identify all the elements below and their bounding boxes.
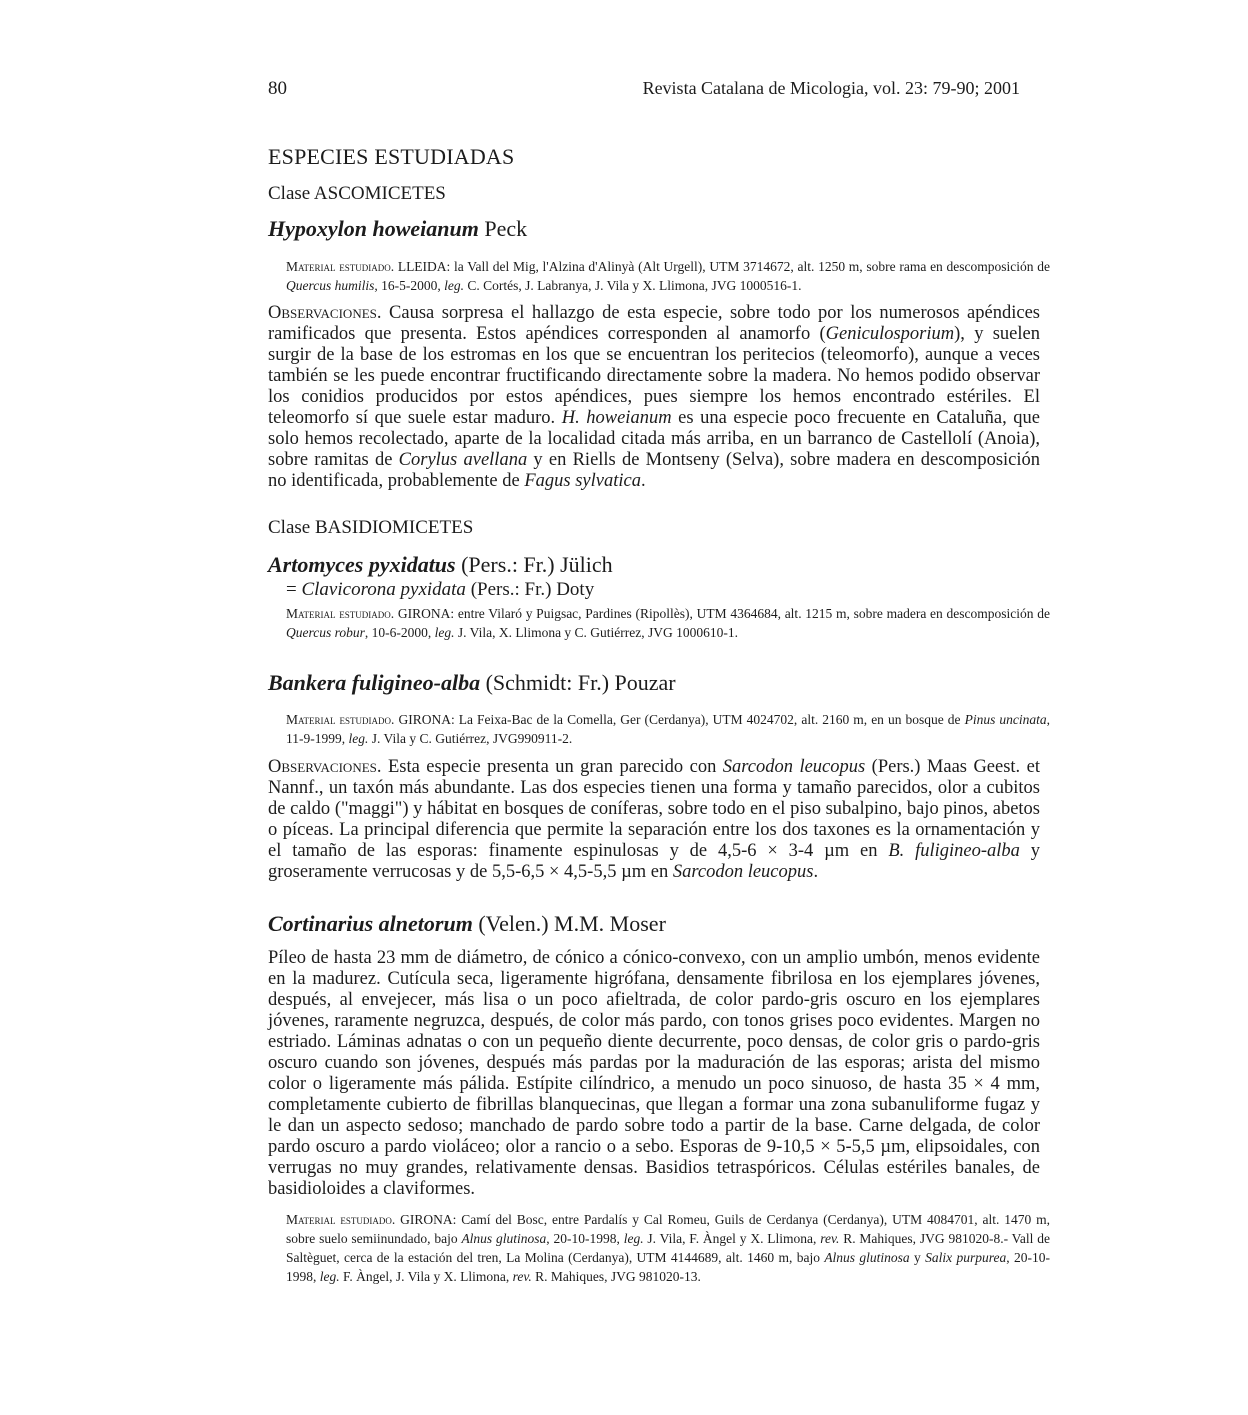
leg-abbrev: leg.: [623, 1231, 644, 1246]
material-text: y: [909, 1250, 926, 1265]
observations-text: .: [813, 862, 819, 882]
observations-hypoxylon: [268, 303, 1040, 492]
observations-bankera: [268, 757, 1040, 883]
observations-text: Esta especie presenta un gran parecido con: [381, 757, 723, 777]
synonym-prefix: =: [286, 579, 302, 600]
observations-text: es una especie poco frecuente en Cataluña, que solo hemos recolectado, aparte de la localidad citada más arriba, en un barranco de Castellolí (Anoia), sobre ramitas de: [268, 408, 1040, 470]
material-text: GIRONA: entre Vilaró y Puigsac, Pardines (Ripollès), UTM 4364684, alt. 1215 m, sobre madera en descomposición de: [394, 606, 1050, 621]
material-studied-bankera: [286, 710, 1050, 748]
material-text: GIRONA: Camí del Bosc, entre Pardalís y Cal Romeu, Guils de Cerdanya (Cerdanya), UTM 4084701, alt. 1470 m, sobre suelo semiinundado, bajo: [286, 1212, 1050, 1246]
observations-text: Causa sorpresa el hallazgo de esta especie, sobre todo por los numerosos apéndices ramificados que presenta. Estos apéndices corresponden al anamorfo (: [268, 303, 1040, 344]
host-name: Quercus robur: [286, 625, 365, 640]
material-text: , 10-6-2000,: [364, 625, 435, 640]
material-text: , 11-9-1999,: [286, 712, 1050, 746]
host-name: Alnus glutinosa: [461, 1231, 547, 1246]
material-studied-cortinarius: [286, 1210, 1050, 1286]
material-text: GIRONA: La Feixa-Bac de la Comella, Ger (Cerdanya), UTM 4024702, alt. 2160 m, en un bosque de: [394, 712, 965, 727]
taxon-name: Sarcodon leucopus: [722, 757, 866, 777]
taxon-name: Corylus avellana: [398, 450, 528, 470]
species-heading-artomyces: [268, 552, 613, 578]
observations-text: y en Riells de Montseny (Selva), sobre madera en descomposición no identificada, probablemente de: [268, 450, 1041, 491]
taxon-name: Geniculosporium: [825, 324, 955, 344]
synonym-name: Clavicorona pyxidata: [301, 579, 466, 600]
material-label: Material estudiado.: [286, 1212, 396, 1227]
material-text: F. Àngel, J. Vila y X. Llimona,: [339, 1269, 513, 1284]
material-text: J. Vila, F. Àngel y X. Llimona,: [643, 1231, 821, 1246]
class-heading-basidiomicetes: Clase BASIDIOMICETES: [268, 517, 474, 538]
species-name: Hypoxylon howeianum: [268, 216, 479, 241]
description-cortinarius: Píleo de hasta 23 mm de diámetro, de cónico a cónico-convexo, con un amplio umbón, menos evidente en la madurez. Cutícula seca, ligeramente higrófana, densamente fibrilosa en los ejemplares jóvenes, después, al envejecer, más lisa o un poco afieltrada, de color pardo-gris oscuro en los ejemplares jóvenes, raramente negruzca, después, de color más pardo, con tonos grises poco evidentes. Margen no estriado. Láminas adnatas o con un pequeño diente decurrente, poco densas, de color gris o pardo-gris oscuro cuando son jóvenes, después más pardas por la maduración de las esporas; arista del mismo color o ligeramente más pálida. Estípite cilíndrico, a menudo un poco sinuoso, de hasta 35 × 4 mm, completamente cubierto de fibrillas blanquecinas, que llegan a formar una zona subanuliforme fugaz y le dan un aspecto sedoso; manchado de pardo sobre todo a partir de la base. Carne delgada, de color pardo oscuro a pardo violáceo; olor a rancio o a sebo. Esporas de 9-10,5 × 5-5,5 µm, elipsoidales, con verrugas no muy grandes, relativamente densas. Basidios tetraspóricos. Células estériles banales, de basidioloides a claviformes.: [268, 948, 1040, 1199]
taxon-name: Sarcodon leucopus: [672, 862, 814, 882]
observations-label: Observaciones.: [268, 757, 382, 777]
material-label: Material estudiado.: [286, 259, 395, 274]
taxon-name: B. fuligineo-alba: [888, 841, 1020, 861]
species-name: Cortinarius alnetorum: [268, 911, 473, 936]
species-heading-bankera: [268, 670, 676, 696]
species-name: Bankera fuligineo-alba: [268, 670, 481, 695]
observations-label: Observaciones.: [268, 303, 382, 323]
species-author: Peck: [478, 216, 528, 241]
synonym-author: (Pers.: Fr.) Doty: [465, 579, 595, 600]
material-text: LLEIDA: la Vall del Mig, l'Alzina d'Alinyà (Alt Urgell), UTM 3714672, alt. 1250 m, sobre rama en descomposición de: [394, 259, 1050, 274]
leg-abbrev: leg.: [319, 1269, 340, 1284]
species-author: (Pers.: Fr.) Jülich: [455, 552, 613, 577]
observations-text: ), y suelen surgir de la base de los estromas en los que se encuentran los peritecios (teleomorfo), aunque a veces también se les puede encontrar fructificando directamente sobre la madera. No hemos podido observar los conidios producidos por estos apéndices, pues siempre los hemos encontrado estériles. El teleomorfo sí que suele estar maduro.: [268, 324, 1040, 428]
material-label: Material estudiado.: [286, 712, 395, 727]
material-studied-artomyces: [286, 604, 1050, 642]
class-heading-ascomicetes: Clase ASCOMICETES: [268, 183, 446, 204]
material-text: , 20-10-1998,: [546, 1231, 624, 1246]
leg-abbrev: leg.: [348, 731, 369, 746]
species-author: (Velen.) M.M. Moser: [472, 911, 666, 936]
taxon-name: Fagus sylvatica: [524, 471, 641, 491]
leg-abbrev: leg.: [434, 625, 455, 640]
observations-text: .: [640, 471, 646, 491]
material-studied-hypoxylon: [286, 257, 1050, 295]
host-name: Quercus humilis: [286, 278, 375, 293]
leg-abbrev: leg.: [444, 278, 464, 293]
rev-abbrev: rev.: [820, 1231, 840, 1246]
taxon-name: H. howeianum: [561, 408, 672, 428]
material-text: , 16-5-2000,: [374, 278, 445, 293]
observations-text: y groseramente verrucosas y de 5,5-6,5 × 4,5-5,5 µm en: [268, 841, 1040, 882]
species-name: Artomyces pyxidatus: [268, 552, 456, 577]
host-name: Pinus uncinata: [964, 712, 1047, 727]
host-name: Alnus glutinosa: [824, 1250, 910, 1265]
observations-text: (Pers.) Maas Geest. et Nannf., un taxón más abundante. Las dos especies tienen una forma y tamaño parecidos, olor a cubitos de caldo ("maggi") y hábitat en bosques de coníferas, sobre todo en el piso subalpino, bajo pinos, abetos o píceas. La principal diferencia que permite la separación entre los dos taxones es la ornamentación y el tamaño de las esporas: finamente espinulosas y de 4,5-6 × 3-4 µm en: [268, 757, 1040, 861]
section-title: ESPECIES ESTUDIADAS: [268, 144, 515, 169]
rev-abbrev: rev.: [512, 1269, 532, 1284]
host-name: Salix purpurea: [925, 1250, 1007, 1265]
page-number: 80: [268, 78, 287, 99]
material-text: R. Mahiques, JVG 981020-13.: [531, 1269, 701, 1284]
material-label: Material estudiado.: [286, 606, 395, 621]
material-text: J. Vila, X. Llimona y C. Gutiérrez, JVG 1000610-1.: [454, 625, 739, 640]
material-text: R. Mahiques, JVG 981020-8.- Vall de Saltèguet, cerca de la estación del tren, La Molina (Cerdanya), UTM 4144689, alt. 1460 m, bajo: [286, 1231, 1050, 1265]
synonym-line: [286, 579, 594, 601]
species-heading-cortinarius: [268, 911, 666, 937]
journal-citation: Revista Catalana de Micologia, vol. 23: 79-90; 2001: [642, 78, 1020, 98]
species-author: (Schmidt: Fr.) Pouzar: [480, 670, 676, 695]
material-text: C. Cortés, J. Labranya, J. Vila y X. Llimona, JVG 1000516-1.: [464, 278, 802, 293]
species-heading-hypoxylon: [268, 216, 527, 242]
material-text: , 20-10-1998,: [286, 1250, 1050, 1284]
material-text: J. Vila y C. Gutiérrez, JVG990911-2.: [368, 731, 573, 746]
